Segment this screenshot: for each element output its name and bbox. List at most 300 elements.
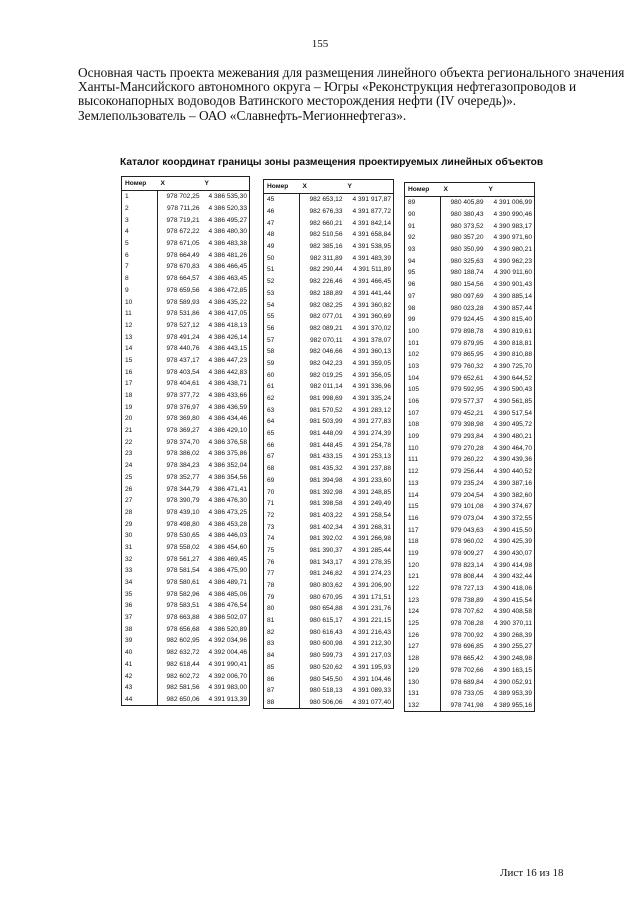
x-coordinate: 979 760,32: [450, 362, 484, 370]
y-coordinate: 4 389 955,16: [493, 701, 532, 709]
table-row: [122, 273, 250, 285]
table-row: [122, 390, 250, 402]
y-coordinate: 4 390 971,60: [493, 234, 532, 242]
x-coordinate: 982 077,01: [309, 313, 343, 321]
table-row: [122, 296, 250, 308]
point-number: 114: [405, 489, 441, 501]
point-number: 88: [264, 697, 300, 709]
y-coordinate: 4 391 278,35: [352, 558, 391, 566]
y-coordinate: 4 386 447,23: [208, 356, 247, 364]
x-coordinate: 982 089,21: [309, 324, 343, 332]
y-coordinate: 4 390 163,15: [493, 666, 532, 674]
x-coordinate: 982 311,89: [309, 254, 343, 262]
table-row: [264, 229, 394, 241]
y-coordinate: 4 392 006,70: [208, 672, 247, 680]
y-coordinate: 4 386 480,30: [208, 228, 247, 236]
x-coordinate: 981 570,52: [309, 406, 343, 414]
header-y: Y: [486, 183, 535, 197]
table-row: [122, 694, 250, 706]
table-row: [405, 442, 535, 454]
x-coordinate: 981 392,02: [309, 535, 343, 543]
y-coordinate: 4 391 842,14: [352, 219, 391, 227]
point-number: 73: [264, 521, 300, 533]
y-coordinate: 4 390 408,58: [493, 608, 532, 616]
point-number: 59: [264, 358, 300, 370]
y-coordinate: 4 390 983,17: [493, 222, 532, 230]
x-coordinate: 980 520,62: [309, 663, 343, 671]
x-coordinate: 978 689,84: [450, 678, 484, 686]
x-coordinate: 982 070,11: [309, 336, 343, 344]
point-number: 34: [122, 577, 158, 589]
x-coordinate: 978 672,22: [166, 228, 200, 236]
x-coordinate: 981 402,34: [309, 523, 343, 531]
table-row: [264, 299, 394, 311]
table-row: [122, 647, 250, 659]
y-coordinate: 4 391 335,24: [352, 395, 391, 403]
point-number: 10: [122, 296, 158, 308]
x-coordinate: 979 101,08: [450, 503, 484, 511]
table-row: [264, 662, 394, 674]
y-coordinate: 4 390 561,85: [493, 398, 532, 406]
x-coordinate: 980 600,98: [309, 640, 343, 648]
y-coordinate: 4 390 517,54: [493, 409, 532, 417]
y-coordinate: 4 390 885,14: [493, 292, 532, 300]
point-number: 65: [264, 428, 300, 440]
y-coordinate: 4 391 231,76: [352, 605, 391, 613]
point-number: 64: [264, 416, 300, 428]
table-row: [122, 682, 250, 694]
y-coordinate: 4 390 440,52: [493, 468, 532, 476]
table-row: [264, 475, 394, 487]
point-number: 14: [122, 343, 158, 355]
table-row: [405, 548, 535, 560]
table-row: [405, 384, 535, 396]
table-row: [405, 454, 535, 466]
x-coordinate: 982 602,72: [166, 672, 200, 680]
y-coordinate: 4 386 375,86: [208, 450, 247, 458]
table-row: [264, 323, 394, 335]
table-row: [405, 209, 535, 221]
table-row: [405, 559, 535, 571]
point-number: 90: [405, 209, 441, 221]
point-number: 80: [264, 603, 300, 615]
point-number: 50: [264, 252, 300, 264]
y-coordinate: 4 391 077,40: [352, 698, 391, 706]
x-coordinate: 978 741,98: [450, 701, 484, 709]
table-row: [405, 700, 535, 712]
y-coordinate: 4 391 268,31: [352, 523, 391, 531]
y-coordinate: 4 386 485,06: [208, 590, 247, 598]
table-row: [264, 194, 394, 206]
point-number: 112: [405, 466, 441, 478]
x-coordinate: 978 403,54: [166, 368, 200, 376]
y-coordinate: 4 390 815,40: [493, 316, 532, 324]
point-number: 127: [405, 641, 441, 653]
table-row: [264, 358, 394, 370]
table-row: [264, 393, 394, 405]
y-coordinate: 4 390 415,54: [493, 596, 532, 604]
x-coordinate: 982 385,16: [309, 243, 343, 251]
table-row: [405, 197, 535, 209]
point-number: 30: [122, 530, 158, 542]
page-number: 155: [311, 38, 329, 50]
table-row: [122, 448, 250, 460]
x-coordinate: 978 558,02: [166, 543, 200, 551]
table-row: [405, 618, 535, 630]
table-row: [405, 629, 535, 641]
point-number: 1: [122, 191, 158, 203]
point-number: 40: [122, 647, 158, 659]
table-row: [122, 249, 250, 261]
table-row: [405, 291, 535, 303]
table-row: [264, 428, 394, 440]
y-coordinate: 4 390 590,43: [493, 386, 532, 394]
point-number: 41: [122, 659, 158, 671]
y-coordinate: 4 391 441,44: [352, 289, 391, 297]
x-coordinate: 978 733,05: [450, 690, 484, 698]
table-row: [122, 507, 250, 519]
point-number: 126: [405, 629, 441, 641]
x-coordinate: 980 357,20: [450, 234, 484, 242]
y-coordinate: 4 390 818,81: [493, 339, 532, 347]
header-x: X: [441, 183, 486, 197]
point-number: 121: [405, 571, 441, 583]
point-number: 18: [122, 390, 158, 402]
table-row: [122, 378, 250, 390]
table-row: [122, 530, 250, 542]
table-row: [122, 670, 250, 682]
x-coordinate: 982 046,66: [309, 348, 343, 356]
x-coordinate: 979 256,44: [450, 468, 484, 476]
table-row: [264, 626, 394, 638]
x-coordinate: 980 506,06: [309, 698, 343, 706]
header-number: Номер: [264, 180, 300, 194]
y-coordinate: 4 386 489,71: [208, 579, 247, 587]
y-coordinate: 4 391 104,46: [352, 675, 391, 683]
y-coordinate: 4 386 469,45: [208, 555, 247, 563]
table-row: [264, 510, 394, 522]
y-coordinate: 4 391 006,99: [493, 199, 532, 207]
point-number: 104: [405, 372, 441, 384]
y-coordinate: 4 390 464,70: [493, 444, 532, 452]
table-row: [264, 697, 394, 709]
point-number: 11: [122, 308, 158, 320]
y-coordinate: 4 391 360,13: [352, 348, 391, 356]
x-coordinate: 978 909,27: [450, 549, 484, 557]
y-coordinate: 4 386 435,22: [208, 298, 247, 306]
table-row: [264, 650, 394, 662]
x-coordinate: 981 503,99: [309, 418, 343, 426]
point-number: 66: [264, 439, 300, 451]
table-row: [122, 436, 250, 448]
coordinates-table-2: [263, 179, 394, 709]
x-coordinate: 982 581,56: [166, 684, 200, 692]
x-coordinate: 981 435,32: [309, 465, 343, 473]
point-number: 83: [264, 638, 300, 650]
point-number: 49: [264, 241, 300, 253]
point-number: 94: [405, 255, 441, 267]
point-number: 107: [405, 407, 441, 419]
x-coordinate: 980 154,56: [450, 281, 484, 289]
x-coordinate: 978 376,97: [166, 403, 200, 411]
point-number: 110: [405, 442, 441, 454]
y-coordinate: 4 386 352,04: [208, 462, 247, 470]
table-row: [122, 565, 250, 577]
x-coordinate: 978 671,05: [166, 240, 200, 248]
point-number: 37: [122, 612, 158, 624]
point-number: 54: [264, 299, 300, 311]
x-coordinate: 981 246,82: [309, 570, 343, 578]
point-number: 62: [264, 393, 300, 405]
table-row: [264, 416, 394, 428]
table-row: [264, 486, 394, 498]
table-row: [122, 635, 250, 647]
intro-line: Ханты-Мансийского автономного округа – Югры «Реконструкция нефтегазопроводов и: [78, 79, 577, 95]
table-row: [264, 439, 394, 451]
x-coordinate: 978 727,13: [450, 585, 484, 593]
table-row: [264, 545, 394, 557]
point-number: 75: [264, 545, 300, 557]
point-number: 3: [122, 214, 158, 226]
table-row: [405, 571, 535, 583]
y-coordinate: 4 391 983,00: [208, 684, 247, 692]
table-row: [405, 361, 535, 373]
point-number: 53: [264, 288, 300, 300]
y-coordinate: 4 386 535,30: [208, 193, 247, 201]
table-row: [264, 498, 394, 510]
x-coordinate: 978 808,44: [450, 573, 484, 581]
y-coordinate: 4 391 249,49: [352, 500, 391, 508]
x-coordinate: 981 448,45: [309, 441, 343, 449]
x-coordinate: 978 369,80: [166, 415, 200, 423]
table-row: [264, 638, 394, 650]
x-coordinate: 978 696,85: [450, 643, 484, 651]
x-coordinate: 978 708,28: [450, 620, 484, 628]
table-row: [405, 244, 535, 256]
point-number: 132: [405, 700, 441, 712]
x-coordinate: 979 865,95: [450, 351, 484, 359]
point-number: 72: [264, 510, 300, 522]
point-number: 21: [122, 425, 158, 437]
table-row: [122, 343, 250, 355]
y-coordinate: 4 391 378,07: [352, 336, 391, 344]
table-row: [405, 688, 535, 700]
point-number: 13: [122, 331, 158, 343]
point-number: 97: [405, 291, 441, 303]
table-row: [122, 483, 250, 495]
header-number: Номер: [405, 183, 441, 197]
x-coordinate: 982 019,25: [309, 371, 343, 379]
table-row: [264, 580, 394, 592]
y-coordinate: 4 391 237,88: [352, 465, 391, 473]
point-number: 31: [122, 542, 158, 554]
y-coordinate: 4 391 248,85: [352, 488, 391, 496]
table-row: [264, 521, 394, 533]
x-coordinate: 979 260,22: [450, 456, 484, 464]
x-coordinate: 980 023,28: [450, 304, 484, 312]
point-number: 51: [264, 264, 300, 276]
point-number: 76: [264, 556, 300, 568]
y-coordinate: 4 386 463,45: [208, 275, 247, 283]
point-number: 45: [264, 194, 300, 206]
x-coordinate: 978 580,61: [166, 579, 200, 587]
point-number: 22: [122, 436, 158, 448]
y-coordinate: 4 391 266,98: [352, 535, 391, 543]
y-coordinate: 4 391 195,93: [352, 663, 391, 671]
point-number: 101: [405, 337, 441, 349]
point-number: 57: [264, 334, 300, 346]
table-row: [264, 591, 394, 603]
y-coordinate: 4 386 476,54: [208, 602, 247, 610]
y-coordinate: 4 391 538,95: [352, 243, 391, 251]
point-number: 95: [405, 267, 441, 279]
x-coordinate: 978 823,14: [450, 561, 484, 569]
intro-line: Основная часть проекта межевания для размещения линейного объекта регионального значения: [78, 65, 625, 80]
y-coordinate: 4 390 430,07: [493, 549, 532, 557]
table-row: [264, 206, 394, 218]
y-coordinate: 4 386 471,41: [208, 485, 247, 493]
table-row: [405, 279, 535, 291]
x-coordinate: 978 589,93: [166, 298, 200, 306]
y-coordinate: 4 386 495,27: [208, 216, 247, 224]
y-coordinate: 4 390 857,44: [493, 304, 532, 312]
point-number: 96: [405, 279, 441, 291]
table-row: [122, 659, 250, 671]
y-coordinate: 4 390 374,67: [493, 503, 532, 511]
x-coordinate: 982 650,06: [166, 695, 200, 703]
point-number: 19: [122, 401, 158, 413]
table-row: [122, 600, 250, 612]
table-row: [405, 583, 535, 595]
y-coordinate: 4 391 511,89: [352, 266, 391, 274]
y-coordinate: 4 391 253,13: [352, 453, 391, 461]
header-number: Номер: [122, 177, 158, 191]
point-number: 42: [122, 670, 158, 682]
point-number: 33: [122, 565, 158, 577]
y-coordinate: 4 391 658,84: [352, 231, 391, 239]
table-row: [264, 673, 394, 685]
point-number: 70: [264, 486, 300, 498]
y-coordinate: 4 386 376,58: [208, 438, 247, 446]
table-row: [264, 381, 394, 393]
x-coordinate: 982 510,56: [309, 231, 343, 239]
table-row: [122, 413, 250, 425]
table-row: [122, 226, 250, 238]
y-coordinate: 4 390 248,98: [493, 655, 532, 663]
x-coordinate: 978 498,80: [166, 520, 200, 528]
x-coordinate: 979 293,84: [450, 433, 484, 441]
x-coordinate: 981 343,17: [309, 558, 343, 566]
point-number: 6: [122, 249, 158, 261]
y-coordinate: 4 390 495,72: [493, 421, 532, 429]
x-coordinate: 980 615,17: [309, 617, 343, 625]
x-coordinate: 978 384,23: [166, 462, 200, 470]
y-coordinate: 4 386 466,45: [208, 263, 247, 271]
table-row: [405, 255, 535, 267]
y-coordinate: 4 386 434,46: [208, 415, 247, 423]
point-number: 74: [264, 533, 300, 545]
y-coordinate: 4 391 233,60: [352, 476, 391, 484]
table-row: [264, 241, 394, 253]
point-number: 9: [122, 285, 158, 297]
point-number: 115: [405, 501, 441, 513]
point-number: 128: [405, 653, 441, 665]
table-row: [405, 314, 535, 326]
x-coordinate: 979 879,95: [450, 339, 484, 347]
y-coordinate: 4 391 483,39: [352, 254, 391, 262]
table-row: [122, 261, 250, 273]
point-number: 111: [405, 454, 441, 466]
y-coordinate: 4 390 810,88: [493, 351, 532, 359]
point-number: 116: [405, 513, 441, 525]
x-coordinate: 982 290,44: [309, 266, 343, 274]
table-row: [122, 518, 250, 530]
y-coordinate: 4 386 473,25: [208, 508, 247, 516]
y-coordinate: 4 390 439,36: [493, 456, 532, 464]
point-number: 87: [264, 685, 300, 697]
x-coordinate: 980 350,99: [450, 246, 484, 254]
table-row: [264, 252, 394, 264]
x-coordinate: 982 653,12: [309, 196, 343, 204]
table-row: [405, 396, 535, 408]
y-coordinate: 4 391 360,69: [352, 313, 391, 321]
point-number: 55: [264, 311, 300, 323]
x-coordinate: 979 398,98: [450, 421, 484, 429]
table-row: [264, 685, 394, 697]
x-coordinate: 980 405,89: [450, 199, 484, 207]
y-coordinate: 4 390 911,60: [493, 269, 532, 277]
point-number: 84: [264, 650, 300, 662]
x-coordinate: 980 373,52: [450, 222, 484, 230]
point-number: 38: [122, 623, 158, 635]
x-coordinate: 978 344,79: [166, 485, 200, 493]
y-coordinate: 4 386 426,14: [208, 333, 247, 341]
x-coordinate: 978 377,72: [166, 392, 200, 400]
y-coordinate: 4 391 254,78: [352, 441, 391, 449]
y-coordinate: 4 389 953,39: [493, 690, 532, 698]
x-coordinate: 978 374,70: [166, 438, 200, 446]
document-intro: [78, 65, 625, 123]
header-x: X: [158, 177, 202, 191]
point-number: 123: [405, 594, 441, 606]
table-row: [405, 220, 535, 232]
table-row: [122, 495, 250, 507]
x-coordinate: 978 386,02: [166, 450, 200, 458]
y-coordinate: 4 390 432,44: [493, 573, 532, 581]
intro-line: Землепользователь – ОАО «Славнефть-Мегионнефтегаз».: [78, 107, 407, 123]
table-row: [405, 267, 535, 279]
x-coordinate: 980 545,50: [309, 675, 343, 683]
point-number: 99: [405, 314, 441, 326]
y-coordinate: 4 386 475,90: [208, 567, 247, 575]
table-row: [264, 451, 394, 463]
table-row: [264, 217, 394, 229]
x-coordinate: 981 403,22: [309, 511, 343, 519]
point-number: 12: [122, 320, 158, 332]
point-number: 15: [122, 355, 158, 367]
y-coordinate: 4 391 917,87: [352, 196, 391, 204]
table-row: [122, 238, 250, 250]
x-coordinate: 978 702,66: [450, 666, 484, 674]
y-coordinate: 4 386 476,30: [208, 497, 247, 505]
x-coordinate: 980 616,43: [309, 628, 343, 636]
point-number: 79: [264, 591, 300, 603]
y-coordinate: 4 391 221,15: [352, 617, 391, 625]
y-coordinate: 4 390 382,60: [493, 491, 532, 499]
y-coordinate: 4 391 336,96: [352, 383, 391, 391]
point-number: 77: [264, 568, 300, 580]
table-row: [264, 603, 394, 615]
